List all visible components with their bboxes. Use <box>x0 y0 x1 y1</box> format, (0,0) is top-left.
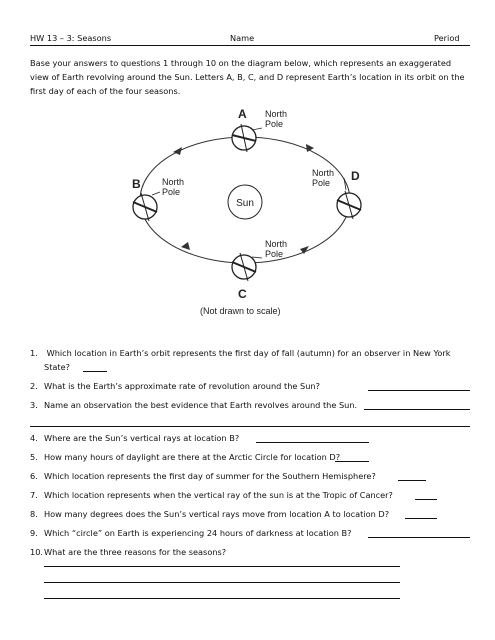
answer-line-6[interactable] <box>398 480 426 481</box>
pole-a-line1: North <box>265 109 288 119</box>
question-1 <box>30 346 450 374</box>
earth-position-c <box>232 253 262 281</box>
question-3-text: Name an observation the best evidence that Earth revolves around the Sun. <box>44 400 358 410</box>
question-1-text-line2: State? <box>44 362 71 372</box>
answer-line-7[interactable] <box>415 499 437 500</box>
letter-c: C <box>238 287 247 301</box>
orbit-arrow-bottom-left <box>181 242 190 250</box>
pole-a-line2: Pole <box>265 119 284 129</box>
question-7-number: 7. <box>30 490 38 500</box>
diagram-caption: (Not drawn to scale) <box>200 306 281 316</box>
answer-line-10a[interactable] <box>44 566 400 567</box>
sun-label: Sun <box>236 198 254 209</box>
question-2-text: What is the Earth’s approximate rate of revolution around the Sun? <box>44 381 320 391</box>
question-4 <box>30 431 239 445</box>
question-1-number: 1. <box>30 348 38 358</box>
question-7 <box>30 488 393 502</box>
question-5-number: 5. <box>30 452 38 462</box>
worksheet-title: HW 13 – 3: Seasons <box>30 33 112 43</box>
answer-line-8[interactable] <box>405 518 437 519</box>
question-8-number: 8. <box>30 509 38 519</box>
pole-d-line1: North <box>312 168 335 178</box>
pole-b-line2: Pole <box>162 187 181 197</box>
question-10 <box>30 545 226 559</box>
question-6-text: Which location represents the first day of summer for the Southern Hemisphere? <box>44 471 376 481</box>
earth-position-b <box>133 192 160 221</box>
answer-line-1[interactable] <box>83 371 107 372</box>
question-10-text: What are the three reasons for the seasons? <box>44 547 227 557</box>
pole-c-line1: North <box>265 239 288 249</box>
earth-position-a <box>232 124 262 152</box>
letter-a: A <box>238 107 247 121</box>
header-rule <box>30 45 470 46</box>
question-8 <box>30 507 389 521</box>
answer-line-4[interactable] <box>256 442 369 443</box>
pole-b-line1: North <box>162 177 185 187</box>
question-7-text: Which location represents when the vertical ray of the sun is at the Tropic of Cancer? <box>44 490 393 500</box>
period-label: Period <box>434 33 460 43</box>
answer-line-2[interactable] <box>368 390 470 391</box>
question-5 <box>30 450 340 464</box>
question-5-text: How many hours of daylight are there at the Arctic Circle for location D? <box>44 452 341 462</box>
question-6 <box>30 469 376 483</box>
answer-line-3a[interactable] <box>364 409 470 410</box>
answer-line-5[interactable] <box>335 461 369 462</box>
question-3-number: 3. <box>30 400 38 410</box>
question-4-text: Where are the Sun’s vertical rays at location B? <box>44 433 240 443</box>
question-9-text: Which “circle” on Earth is experiencing 24 hours of darkness at location B? <box>44 528 352 538</box>
question-10-number: 10. <box>30 547 44 557</box>
question-4-number: 4. <box>30 433 38 443</box>
question-9 <box>30 526 352 540</box>
pole-d-line2: Pole <box>312 178 331 188</box>
answer-line-10c[interactable] <box>44 598 400 599</box>
orbit-diagram <box>100 100 400 325</box>
instructions: Base your answers to questions 1 through 10 on the diagram below, which represents an exaggerated view of Earth revolving around the Sun. Letters A, B, C, and D represent Earth’s location in its orbit on the first day of each of the four seasons. <box>30 58 465 96</box>
answer-line-3b[interactable] <box>30 426 470 427</box>
earth-position-d <box>337 178 361 219</box>
question-1-text: Which location in Earth’s orbit represents the first day of fall (autumn) for an observer in New York <box>46 348 451 358</box>
name-label: Name <box>230 33 255 43</box>
answer-line-10b[interactable] <box>44 582 400 583</box>
question-2 <box>30 379 320 393</box>
pole-c-line2: Pole <box>265 249 284 259</box>
question-3 <box>30 398 357 412</box>
question-2-number: 2. <box>30 381 38 391</box>
letter-d: D <box>351 169 360 183</box>
letter-b: B <box>132 177 141 191</box>
answer-line-9[interactable] <box>368 537 470 538</box>
question-8-text: How many degrees does the Sun’s vertical rays move from location A to location D? <box>44 509 390 519</box>
question-6-number: 6. <box>30 471 38 481</box>
question-9-number: 9. <box>30 528 38 538</box>
